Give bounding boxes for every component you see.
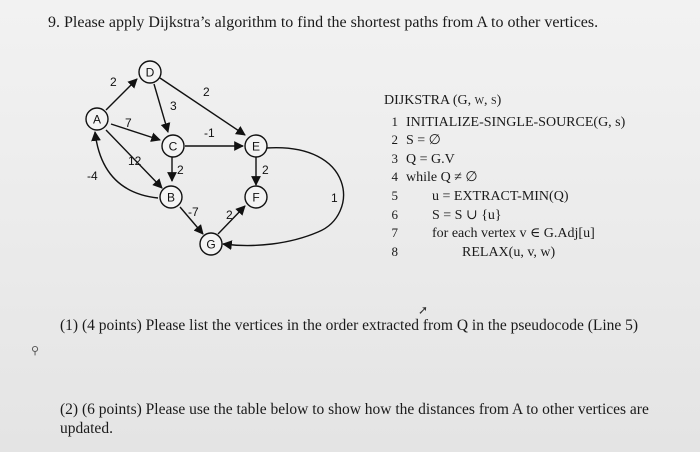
weight-B-G: -7 xyxy=(188,205,199,219)
weight-C-E: -1 xyxy=(204,126,215,140)
weight-A-D: 2 xyxy=(110,75,117,89)
node-A xyxy=(86,108,108,130)
cursor-pointer-icon: ➚ xyxy=(418,303,429,317)
edge-B-A xyxy=(95,132,158,198)
line-number: 8 xyxy=(391,243,398,259)
pseudocode-line xyxy=(372,131,625,150)
weight-E-F: 2 xyxy=(262,163,269,177)
line-number: 3 xyxy=(391,150,398,166)
weight-G-F: 2 xyxy=(226,208,233,222)
svg-text:E: E xyxy=(251,139,261,154)
line-number: 7 xyxy=(391,225,398,241)
svg-text:B: B xyxy=(166,190,176,205)
part-1-text: (1) (4 points) Please list the vertices in the order extracted from Q in the pseudocode (Line 5) xyxy=(60,317,639,334)
node-D xyxy=(139,61,161,83)
line-number: 6 xyxy=(391,206,398,222)
line-number: 4 xyxy=(391,169,398,185)
line-text: RELAX(u, v, w) xyxy=(462,244,556,260)
magnifier-icon: ⚲ xyxy=(31,345,40,357)
pseudocode-header: DIJKSTRA (G, w, s) xyxy=(384,93,502,108)
line-text: for each vertex v ∈ G.Adj[u] xyxy=(432,226,595,242)
node-B xyxy=(160,186,182,208)
pseudocode-line xyxy=(372,113,625,132)
pseudocode-line xyxy=(372,243,625,262)
pseudocode-line xyxy=(372,168,625,187)
edge-F-G xyxy=(223,148,344,246)
pseudocode-line xyxy=(372,187,625,206)
line-text: while Q ≠ ∅ xyxy=(406,170,478,186)
node-E xyxy=(245,135,267,157)
weight-B-A: -4 xyxy=(87,169,98,183)
svg-text:G: G xyxy=(206,237,216,252)
line-number: 5 xyxy=(391,187,398,203)
weight-D-E: 2 xyxy=(203,85,210,99)
pseudocode-line xyxy=(372,206,625,225)
line-text: S = S ∪ {u} xyxy=(432,207,502,223)
weight-A-C: 7 xyxy=(125,116,132,130)
edge-A-C xyxy=(111,124,160,140)
pseudocode-line xyxy=(372,150,625,169)
svg-text:C: C xyxy=(168,139,178,154)
node-C xyxy=(162,135,184,157)
node-G xyxy=(200,233,222,255)
node-F xyxy=(245,186,267,208)
question-title: 9. Please apply Dijkstra’s algorithm to find the shortest paths from A to other vertices. xyxy=(48,14,599,31)
svg-text:D: D xyxy=(145,65,155,80)
line-text: INITIALIZE-SINGLE-SOURCE(G, s) xyxy=(406,114,626,130)
weight-D-C: 3 xyxy=(170,99,177,113)
line-text: Q = G.V xyxy=(406,151,455,167)
part-2-text: (2) (6 points) Please use the table below to show how the distances from A to other vertices are updated. xyxy=(60,401,649,437)
line-number: 2 xyxy=(391,132,398,148)
svg-text:F: F xyxy=(252,190,260,205)
pseudocode-line xyxy=(372,224,625,243)
weight-F-G: 1 xyxy=(331,191,338,205)
edge-D-C xyxy=(154,84,168,132)
line-text: S = ∅ xyxy=(406,133,441,149)
line-text: u = EXTRACT-MIN(Q) xyxy=(432,188,569,204)
svg-text:A: A xyxy=(92,112,102,127)
line-number: 1 xyxy=(391,113,398,129)
weight-C-B: 2 xyxy=(177,163,184,177)
pseudocode-block xyxy=(372,92,625,261)
weight-A-B: 12 xyxy=(128,154,142,168)
